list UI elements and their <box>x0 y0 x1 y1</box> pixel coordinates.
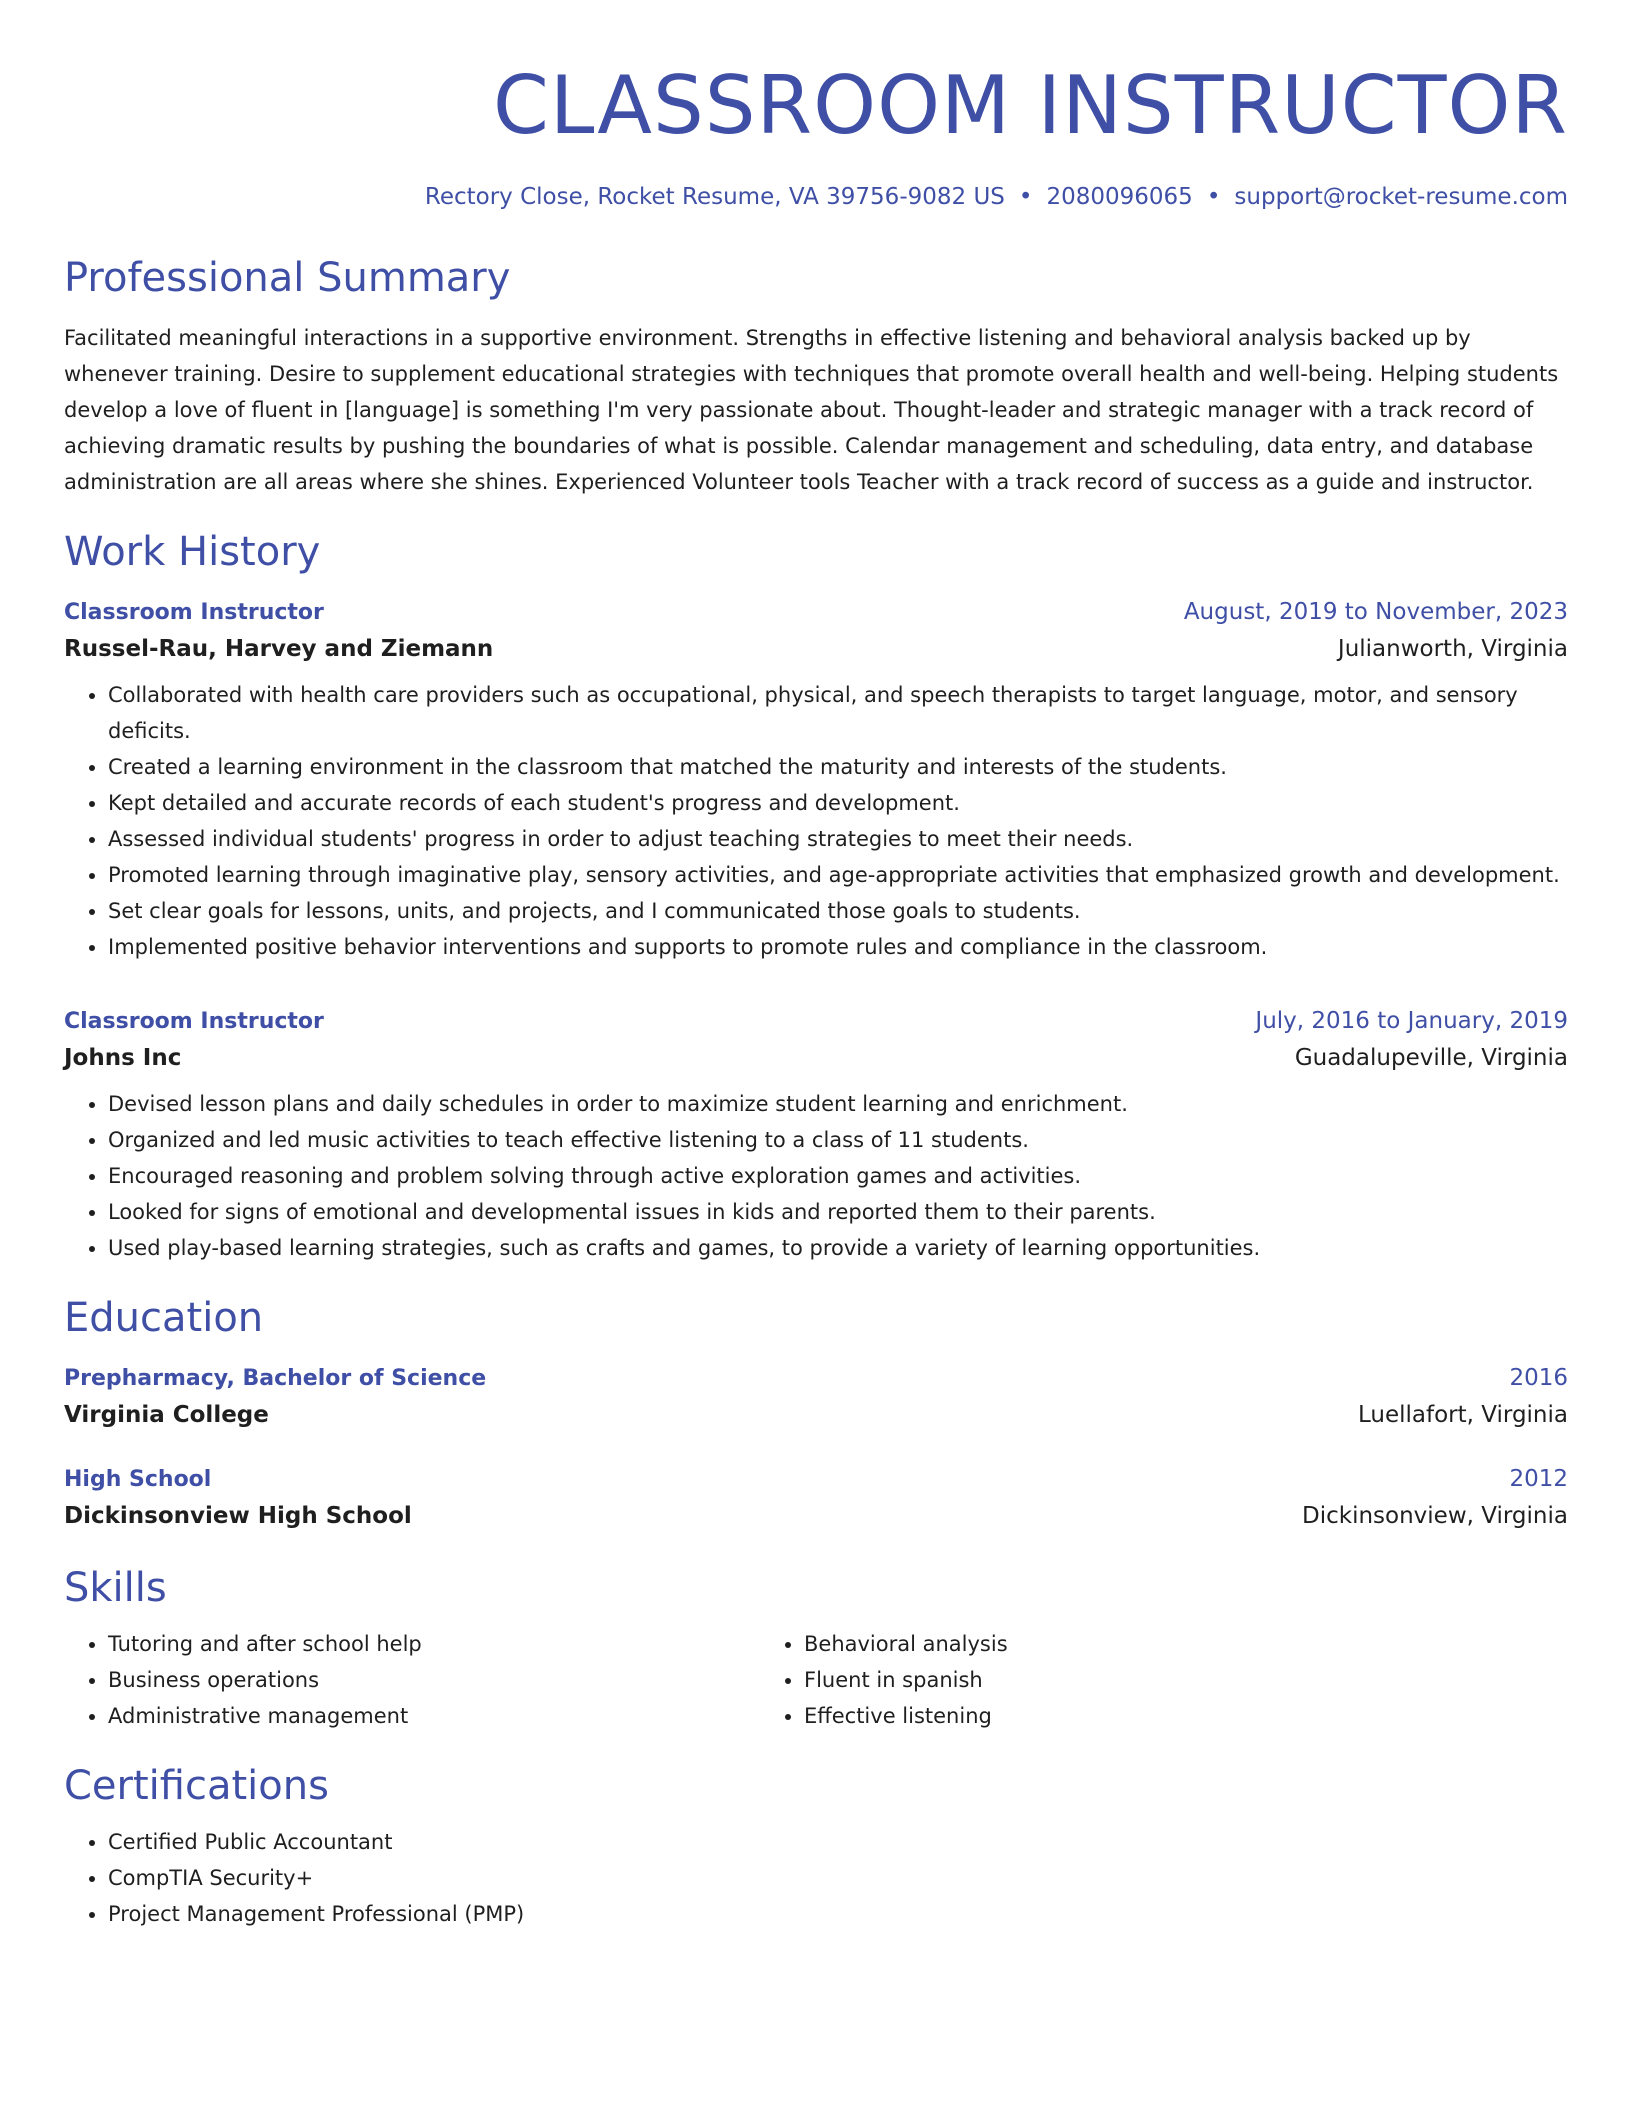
job-location: Julianworth, Virginia <box>1337 636 1568 662</box>
certification-item: • Certified Public Accountant <box>108 1824 1568 1860</box>
work-history-section <box>64 528 1568 1266</box>
skills-column-1 <box>64 1626 760 1734</box>
job-location: Guadalupeville, Virginia <box>1294 1045 1568 1071</box>
contact-phone: 2080096065 <box>1046 184 1193 210</box>
contact-separator: • <box>1206 184 1221 210</box>
education-school-row <box>64 1395 1568 1435</box>
education-entry <box>64 1362 1568 1435</box>
skills-heading: Skills <box>64 1565 167 1611</box>
education-header-row <box>64 1362 1568 1395</box>
job-title: Classroom Instructor <box>64 1009 324 1034</box>
education-location: Dickinsonview, Virginia <box>1302 1503 1568 1529</box>
job-bullet: • Created a learning environment in the classroom that matched the maturity and interests of the students. <box>108 749 1568 785</box>
skill-item: • Fluent in spanish <box>804 1662 1360 1698</box>
resume-header <box>64 58 1568 212</box>
job-bullet: • Devised lesson plans and daily schedules in order to maximize student learning and enrichment. <box>108 1086 1568 1122</box>
education-degree: High School <box>64 1467 212 1492</box>
job-header-row <box>64 1005 1568 1038</box>
certifications-section <box>64 1762 1568 1932</box>
contact-separator: • <box>1018 184 1033 210</box>
summary-heading: Professional Summary <box>64 255 511 301</box>
job-bullet: • Promoted learning through imaginative play, sensory activities, and age-appropriate activities that emphasized growth and development. <box>108 857 1568 893</box>
skills-column-2 <box>760 1626 1360 1734</box>
candidate-name: CLASSROOM INSTRUCTOR <box>492 59 1568 152</box>
contact-line <box>64 182 1568 212</box>
job-dates: July, 2016 to January, 2019 <box>1255 1008 1568 1034</box>
education-degree: Prepharmacy, Bachelor of Science <box>64 1366 487 1391</box>
job-bullet: • Used play-based learning strategies, such as crafts and games, to provide a variety of learning opportunities. <box>108 1230 1568 1266</box>
skills-section <box>64 1564 1568 1734</box>
skill-item: • Administrative management <box>108 1698 760 1734</box>
skill-item: • Tutoring and after school help <box>108 1626 760 1662</box>
certification-item: • CompTIA Security+ <box>108 1860 1568 1896</box>
job-company: Johns Inc <box>64 1045 182 1071</box>
job-company-row <box>64 1038 1568 1078</box>
certification-item: • Project Management Professional (PMP) <box>108 1896 1568 1932</box>
education-header-row <box>64 1463 1568 1496</box>
education-school: Dickinsonview High School <box>64 1503 412 1529</box>
skill-item: • Effective listening <box>804 1698 1360 1734</box>
contact-email: support@rocket-resume.com <box>1234 184 1568 210</box>
job-bullets <box>64 1086 1568 1266</box>
work-history-heading: Work History <box>64 529 321 575</box>
contact-address: Rectory Close, Rocket Resume, VA 39756-9082 US <box>424 184 1005 210</box>
job-bullet: • Set clear goals for lessons, units, and projects, and I communicated those goals to students. <box>108 893 1568 929</box>
job-company-row <box>64 629 1568 669</box>
education-year: 2016 <box>1509 1365 1568 1391</box>
skills-grid <box>64 1626 1568 1734</box>
job-bullet: • Organized and led music activities to teach effective listening to a class of 11 students. <box>108 1122 1568 1158</box>
summary-text: Facilitated meaningful interactions in a supportive environment. Strengths in effective listening and behavioral analysis backed up by whenever training. Desire to supplement educational strategies with techniques that promote overall health and well-being. Helping students develop a love of fluent in [language] is something I'm very passionate about. Thought-leader and strategic manager with a track record of achieving dramatic results by pushing the boundaries of what is possible. Calendar management and scheduling, data entry, and database administration are all areas where she shines. Experienced Volunteer tools Teacher with a track record of success as a guide and instructor. <box>64 326 1559 494</box>
job-bullet: • Kept detailed and accurate records of each student's progress and development. <box>108 785 1568 821</box>
job-dates: August, 2019 to November, 2023 <box>1183 599 1568 625</box>
job-company: Russel-Rau, Harvey and Ziemann <box>64 636 494 662</box>
education-heading: Education <box>64 1295 264 1341</box>
skill-item: • Business operations <box>108 1662 760 1698</box>
job-bullets <box>64 677 1568 965</box>
job-bullet: • Collaborated with health care providers such as occupational, physical, and speech therapists to target language, motor, and sensory deficits. <box>108 677 1568 749</box>
education-year: 2012 <box>1509 1466 1568 1492</box>
education-entry <box>64 1463 1568 1536</box>
job-bullet: • Implemented positive behavior interventions and supports to promote rules and compliance in the classroom. <box>108 929 1568 965</box>
certifications-list <box>64 1824 1568 1932</box>
job-entry <box>64 1005 1568 1266</box>
skill-item: • Behavioral analysis <box>804 1626 1360 1662</box>
education-section <box>64 1294 1568 1536</box>
certifications-heading: Certifications <box>64 1763 329 1809</box>
education-school: Virginia College <box>64 1402 269 1428</box>
education-school-row <box>64 1496 1568 1536</box>
education-location: Luellafort, Virginia <box>1358 1402 1568 1428</box>
job-header-row <box>64 596 1568 629</box>
job-entry <box>64 596 1568 965</box>
job-bullet: • Assessed individual students' progress in order to adjust teaching strategies to meet their needs. <box>108 821 1568 857</box>
job-title: Classroom Instructor <box>64 600 324 625</box>
job-bullet: • Encouraged reasoning and problem solving through active exploration games and activities. <box>108 1158 1568 1194</box>
job-bullet: • Looked for signs of emotional and developmental issues in kids and reported them to their parents. <box>108 1194 1568 1230</box>
